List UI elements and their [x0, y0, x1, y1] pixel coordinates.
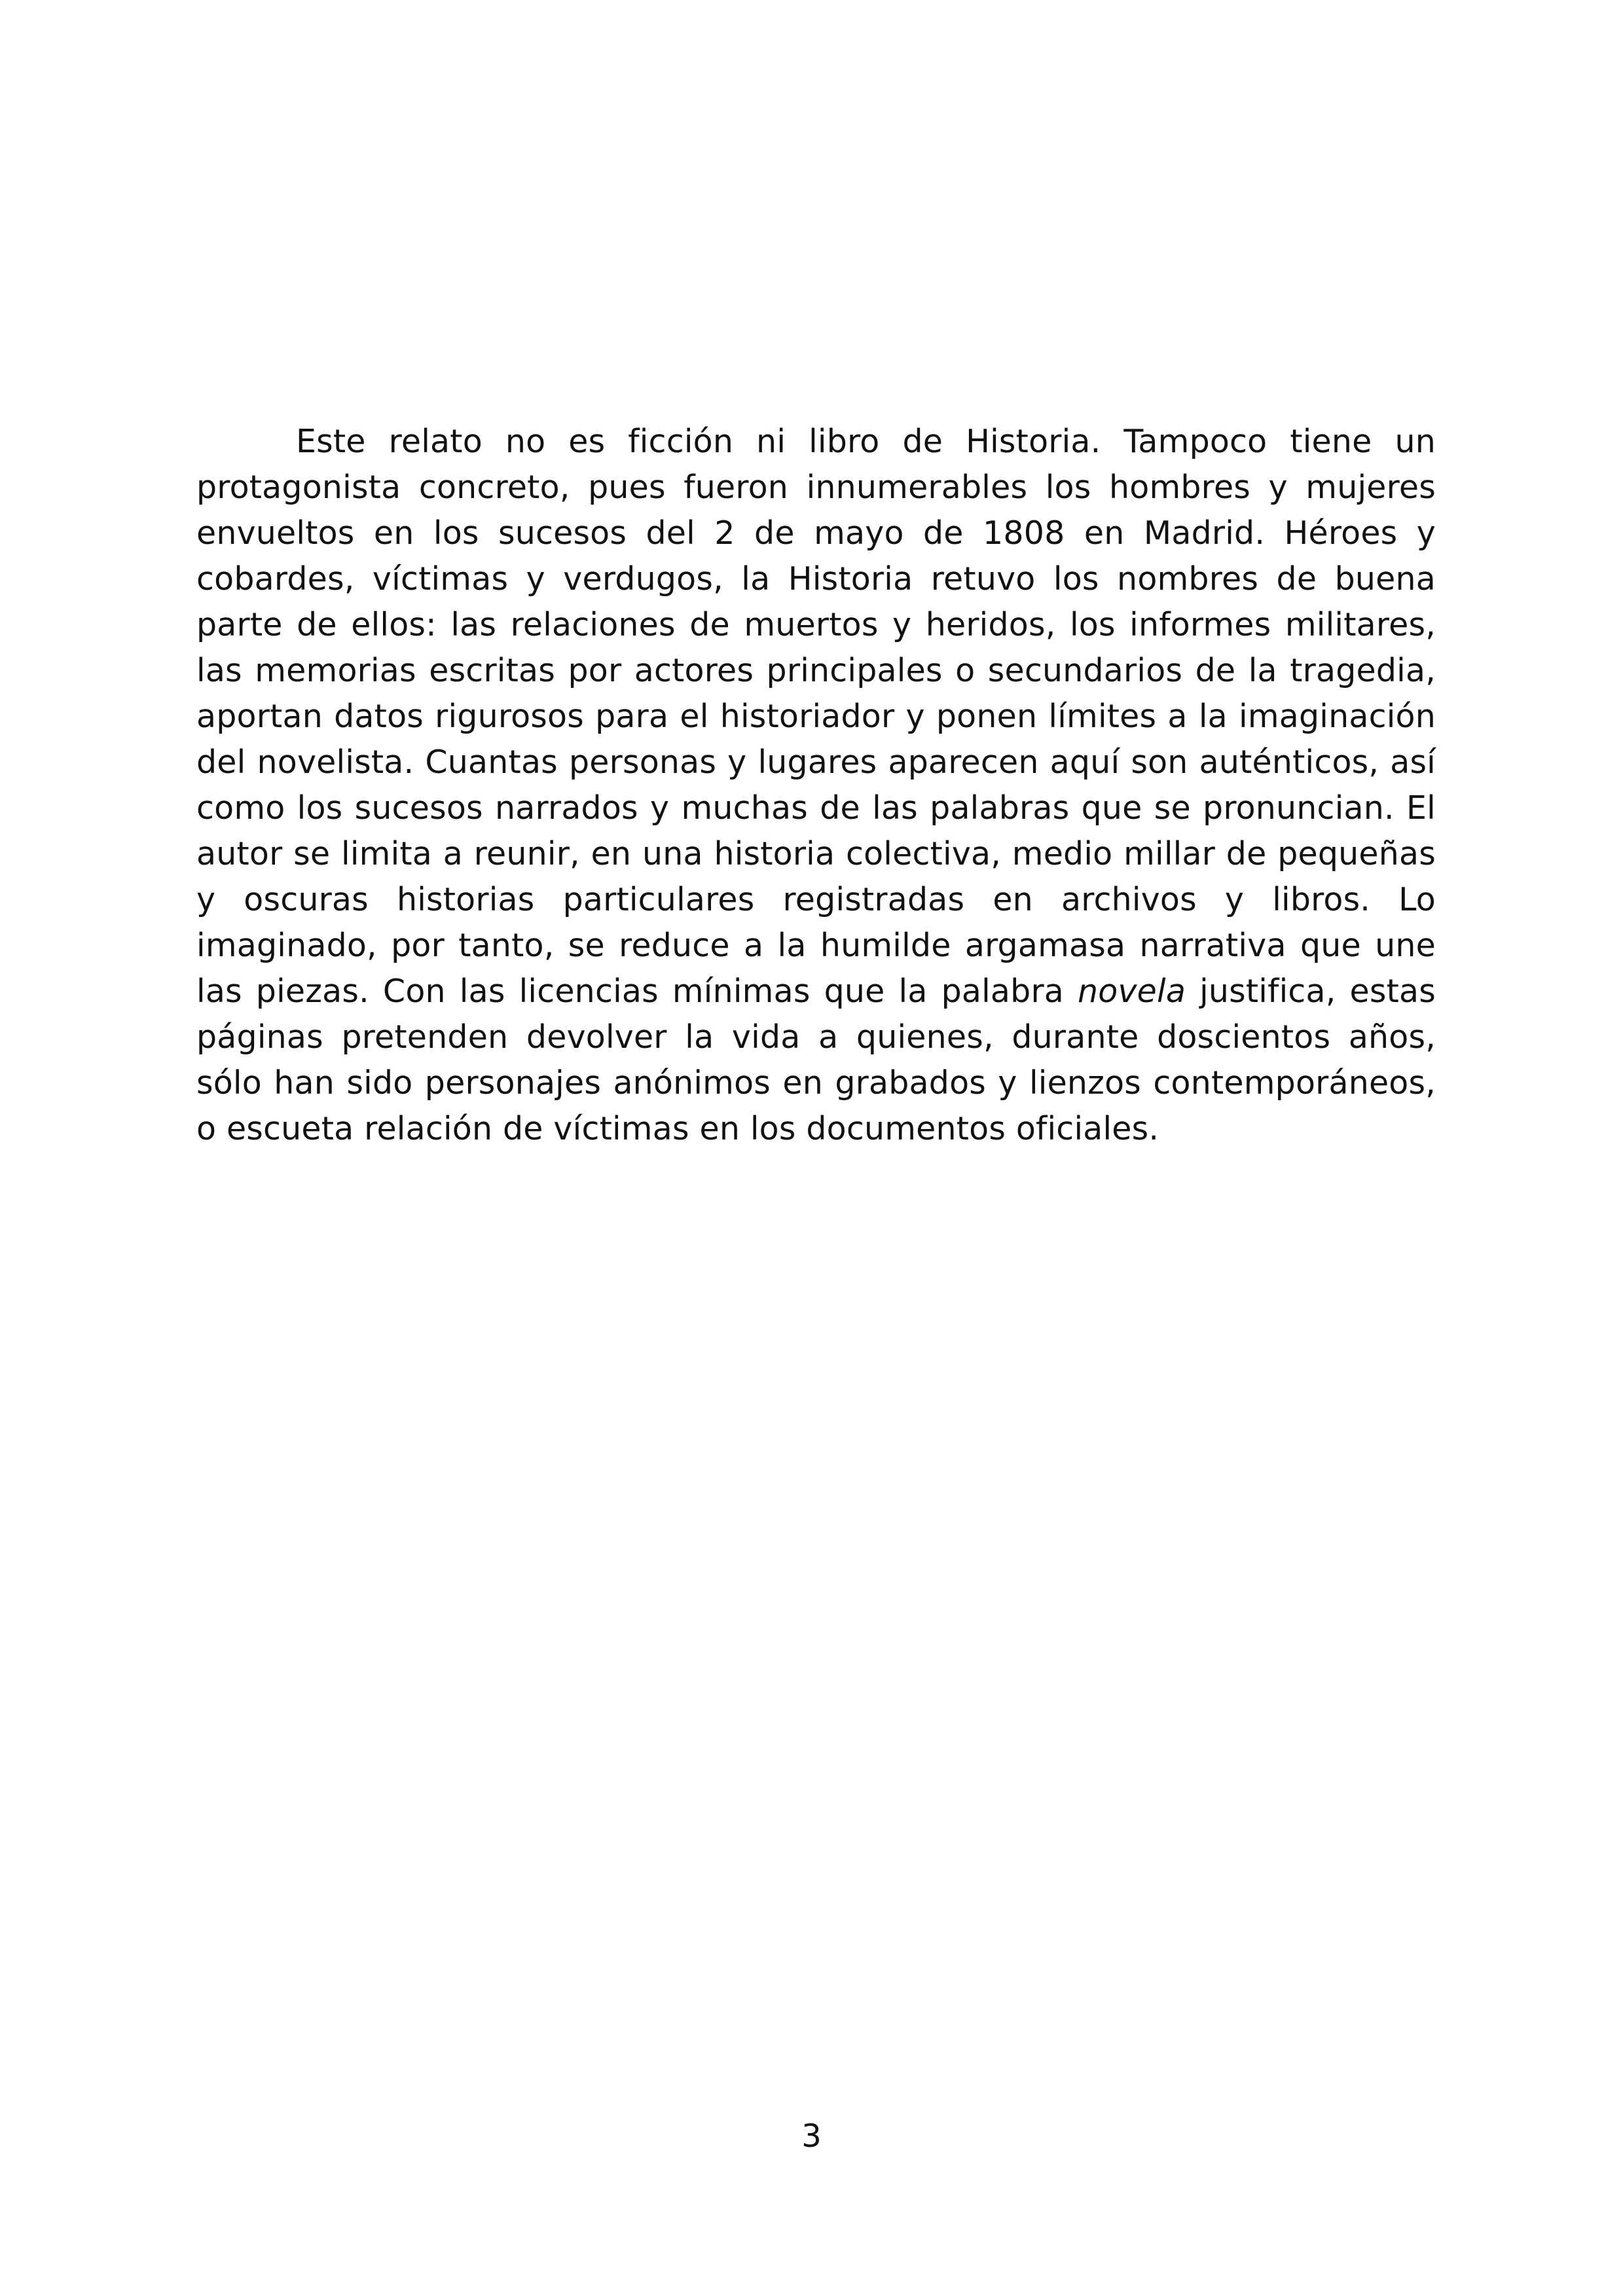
- emphasized-word-novela: novela: [1078, 973, 1186, 1010]
- paragraph-text-part1: Este relato no es ficción ni libro de Historia. Tampoco tiene un protagonista concreto, pues fueron innumerables los hombres y mujeres envueltos en los sucesos del 2 de mayo de 1808 en Madrid. Héroes y cobardes, víctimas y verdugos, la Historia retuvo los nombres de buena parte de ellos: las relaciones de muertos y heridos, los informes militares, las memorias escritas por actores principales o secundarios de la tragedia, aportan datos rigurosos para el historiador y ponen límites a la imaginación del novelista. Cuantas personas y lugares aparecen aquí son auténticos, así como los sucesos narrados y muchas de las palabras que se pronuncian. El autor se limita a reunir, en una historia colectiva, medio millar de pequeñas y oscuras historias particulares registradas en archivos y libros. Lo imaginado, por tanto, se reduce a la humilde argamasa narrativa que une las piezas. Con las licencias mínimas que la palabra: [196, 423, 1436, 1010]
- body-paragraph: [196, 419, 1436, 1152]
- page-number: 3: [801, 2118, 822, 2155]
- paragraph-text-part2: justifica, estas páginas pretenden devolver la vida a quienes, durante doscientos años, sólo han sido personajes anónimos en grabados y lienzos contemporáneos, o escueta relación de víctimas en los documentos oficiales.: [196, 973, 1436, 1147]
